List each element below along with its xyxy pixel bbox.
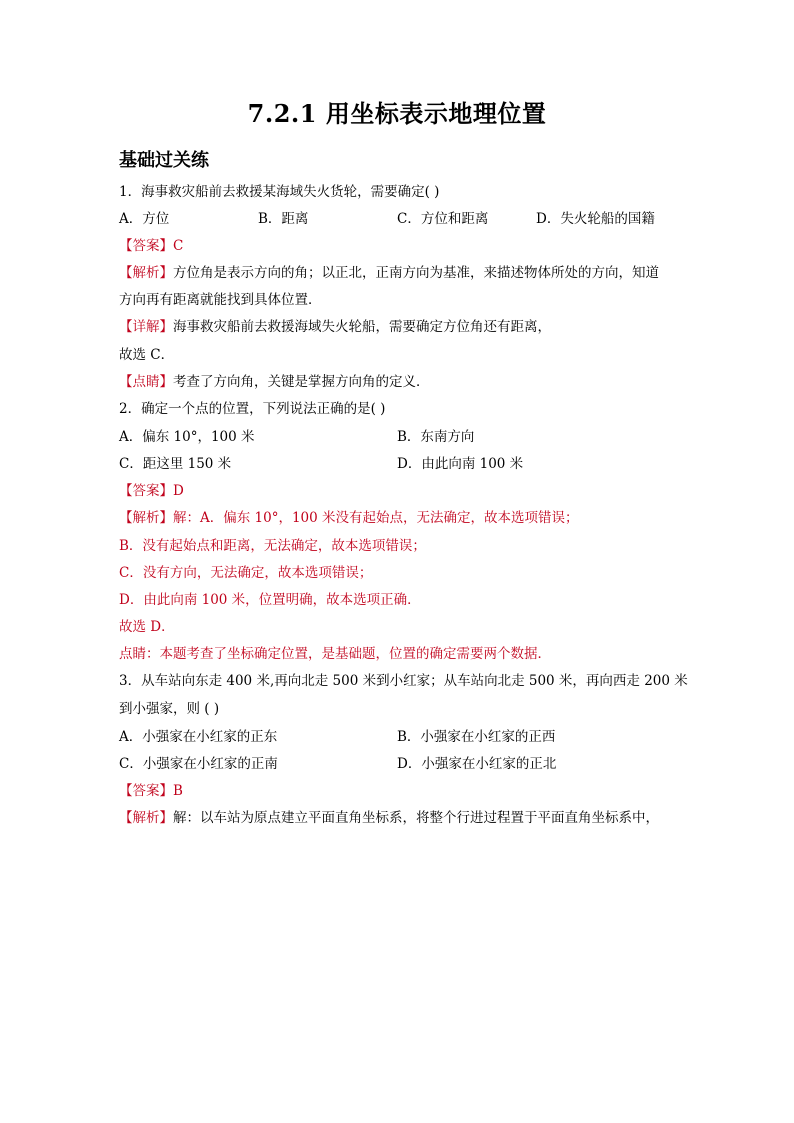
q2-option-b: B．东南方向 [397,429,475,445]
q3-stem: 3．从车站向东走 400 米,再向北走 500 米到小红家；从车站向北走 500 米，再向西走 200 米 [119,673,688,689]
answer-tag: 【答案】 [119,483,173,499]
analysis-tag: 【解析】 [119,810,173,826]
q1-stem: 1．海事救灾船前去救援某海域失火货轮，需要确定( ) [119,184,440,200]
q2-analysis-line-2: B．没有起始点和距离，无法确定，故本选项错误； [119,538,426,554]
q1-option-b: B．距离 [258,211,309,227]
analysis-text: 解：A．偏东 10°，100 米没有起始点，无法确定，故本选项错误； [173,510,579,526]
q2-comment: 点睛：本题考查了坐标确定位置，是基础题，位置的确定需要两个数据． [119,646,551,662]
q2-option-a: A．偏东 10°，100 米 [119,429,255,445]
answer-value: D [173,483,184,499]
q2-analysis-line-4: D．由此向南 100 米，位置明确，故本选项正确． [119,592,421,608]
analysis-tag: 【解析】 [119,510,173,526]
q1-option-c: C．方位和距离 [397,211,489,227]
q3-answer [119,781,183,801]
q2-option-d: D．由此向南 100 米 [397,456,524,472]
answer-value: B [173,783,183,799]
q2-analysis [119,508,579,528]
analysis-text: 解：以车站为原点建立平面直角坐标系，将整个行进过程置于平面直角坐标系中， [173,810,659,826]
q3-option-a: A．小强家在小红家的正东 [119,729,278,745]
comment-tag: 【点睛】 [119,374,173,390]
analysis-text: 方位角是表示方向的角；以正北，正南方向为基准，来描述物体所处的方向，知道 [173,265,659,281]
q2-conclusion: 故选 D． [119,619,175,635]
q3-analysis [119,808,659,828]
q2-analysis-line-3: C．没有方向，无法确定，故本选项错误； [119,565,373,581]
q2-stem: 2．确定一个点的位置，下列说法正确的是( ) [119,401,386,417]
q3-option-d: D．小强家在小红家的正北 [397,756,557,772]
q1-analysis-cont: 方向再有距离就能找到具体位置． [119,292,322,308]
q1-answer [119,236,183,256]
q1-detail [119,317,551,337]
q1-analysis [119,263,659,283]
detail-tag: 【详解】 [119,319,173,335]
comment-text: 考查了方向角，关键是掌握方向角的定义． [173,374,430,390]
answer-tag: 【答案】 [119,238,173,254]
q1-conclusion: 故选 C． [119,347,175,363]
answer-tag: 【答案】 [119,783,173,799]
page-title: 7.2.1 用坐标表示地理位置 [247,99,547,128]
q3-option-b: B．小强家在小红家的正西 [397,729,556,745]
analysis-tag: 【解析】 [119,265,173,281]
q1-comment [119,372,430,392]
q2-answer [119,481,184,501]
q3-stem-cont: 到小强家，则 ( ) [119,701,220,717]
q1-option-d: D．失火轮船的国籍 [536,211,655,227]
q3-option-c: C．小强家在小红家的正南 [119,756,278,772]
q1-option-a: A．方位 [119,211,170,227]
q2-option-c: C．距这里 150 米 [119,456,232,472]
section-heading: 基础过关练 [119,150,209,171]
answer-value: C [173,238,184,254]
detail-text: 海事救灾船前去救援海域失火轮船，需要确定方位角还有距离， [173,319,551,335]
